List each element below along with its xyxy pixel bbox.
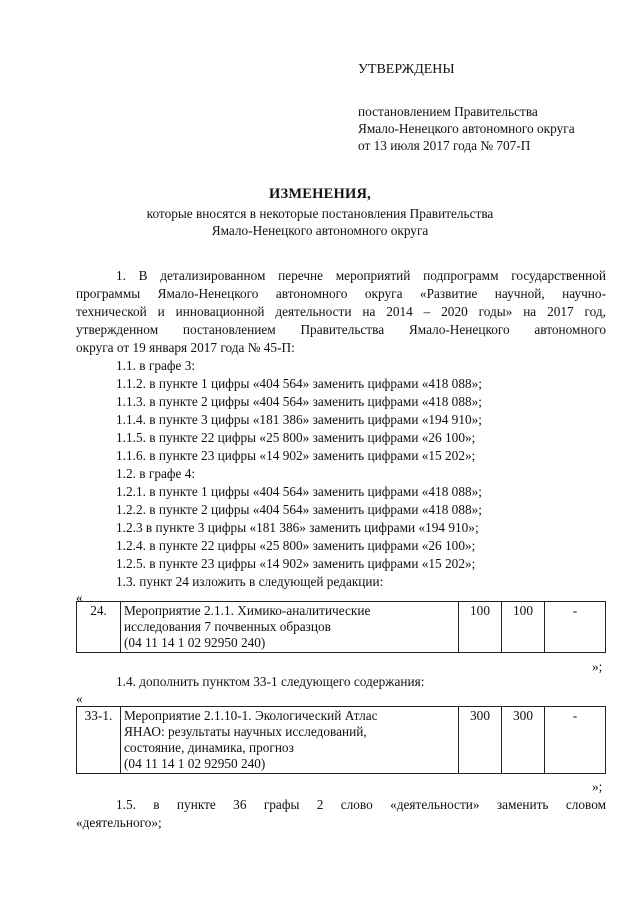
intro-line-3: технической и инновационной деятельности на 2014 – 2020 годы» на 2017 год, [76, 304, 606, 319]
list-item: 1.1.6. в пункте 23 цифры «14 902» заменить цифрами «15 202»; [116, 448, 476, 463]
description-line: состояние, динамика, прогноз [124, 740, 294, 755]
table-cell-description [121, 707, 459, 774]
document-subtitle-2: Ямало-Ненецкого автономного округа [211, 223, 429, 238]
table-cell-value-3: - [545, 707, 606, 774]
quote-open-1: « [76, 590, 83, 605]
quote-close-1: »; [592, 659, 603, 674]
item-1-5-line-1: 1.5. в пункте 36 графы 2 слово «деятельности» заменить словом [116, 797, 606, 812]
document-title: ИЗМЕНЕНИЯ, [269, 186, 371, 202]
list-item: 1.1.4. в пункте 3 цифры «181 386» заменить цифрами «194 910»; [116, 412, 482, 427]
description-line: Мероприятие 2.1.1. Химико-аналитические [124, 603, 371, 618]
table-cell-description [121, 602, 459, 653]
list-item: 1.1.2. в пункте 1 цифры «404 564» заменить цифрами «418 088»; [116, 376, 482, 391]
description-line: Мероприятие 2.1.10-1. Экологический Атлас [124, 708, 378, 723]
list-item: 1.1.5. в пункте 22 цифры «25 800» заменить цифрами «26 100»; [116, 430, 476, 445]
table-item-24 [76, 601, 606, 653]
description-line: ЯНАО: результаты научных исследований, [124, 724, 367, 739]
list-item: 1.2.2. в пункте 2 цифры «404 564» заменить цифрами «418 088»; [116, 502, 482, 517]
approval-heading: УТВЕРЖДЕНЫ [358, 62, 455, 77]
list-item: 1.1. в графе 3: [116, 358, 196, 373]
intro-line-2: программы Ямало-Ненецкого автономного округа «Развитие научной, научно- [76, 286, 606, 301]
list-item: 1.4. дополнить пунктом 33-1 следующего содержания: [116, 674, 425, 689]
document-subtitle-1: которые вносятся в некоторые постановления Правительства [146, 206, 494, 221]
list-item: 1.1.3. в пункте 2 цифры «404 564» заменить цифрами «418 088»; [116, 394, 482, 409]
list-item: 1.2.5. в пункте 23 цифры «14 902» заменить цифрами «15 202»; [116, 556, 476, 571]
table-row [77, 707, 606, 774]
table-cell-value-2: 100 [502, 602, 545, 653]
list-item: 1.2.4. в пункте 22 цифры «25 800» заменить цифрами «26 100»; [116, 538, 476, 553]
table-cell-value-2: 300 [502, 707, 545, 774]
table-cell-number: 24. [77, 602, 121, 653]
description-line: (04 11 14 1 02 92950 240) [124, 635, 266, 650]
description-line: (04 11 14 1 02 92950 240) [124, 756, 266, 771]
list-item: 1.2.3 в пункте 3 цифры «181 386» заменить цифрами «194 910»; [116, 520, 479, 535]
list-item: 1.2. в графе 4: [116, 466, 196, 481]
table-cell-value-3: - [545, 602, 606, 653]
intro-line-5: округа от 19 января 2017 года № 45-П: [76, 340, 295, 355]
quote-close-2: »; [592, 779, 603, 794]
description-line: исследования 7 почвенных образцов [124, 619, 331, 634]
approval-line-2: Ямало-Ненецкого автономного округа [358, 121, 575, 136]
approval-line-1: постановлением Правительства [358, 104, 538, 119]
table-row [77, 602, 606, 653]
quote-open-2: « [76, 691, 83, 706]
table-item-33-1 [76, 706, 606, 774]
item-1-5-line-2: «деятельного»; [76, 815, 162, 830]
table-cell-value-1: 300 [459, 707, 502, 774]
intro-line-1: 1. В детализированном перечне мероприятий подпрограмм государственной [116, 268, 606, 283]
intro-line-4: утвержденном постановлением Правительства Ямало-Ненецкого автономного [76, 322, 606, 337]
list-item: 1.2.1. в пункте 1 цифры «404 564» заменить цифрами «418 088»; [116, 484, 482, 499]
list-item: 1.3. пункт 24 изложить в следующей редакции: [116, 574, 384, 589]
table-cell-number: 33-1. [77, 707, 121, 774]
approval-line-3: от 13 июля 2017 года № 707-П [358, 138, 531, 153]
table-cell-value-1: 100 [459, 602, 502, 653]
